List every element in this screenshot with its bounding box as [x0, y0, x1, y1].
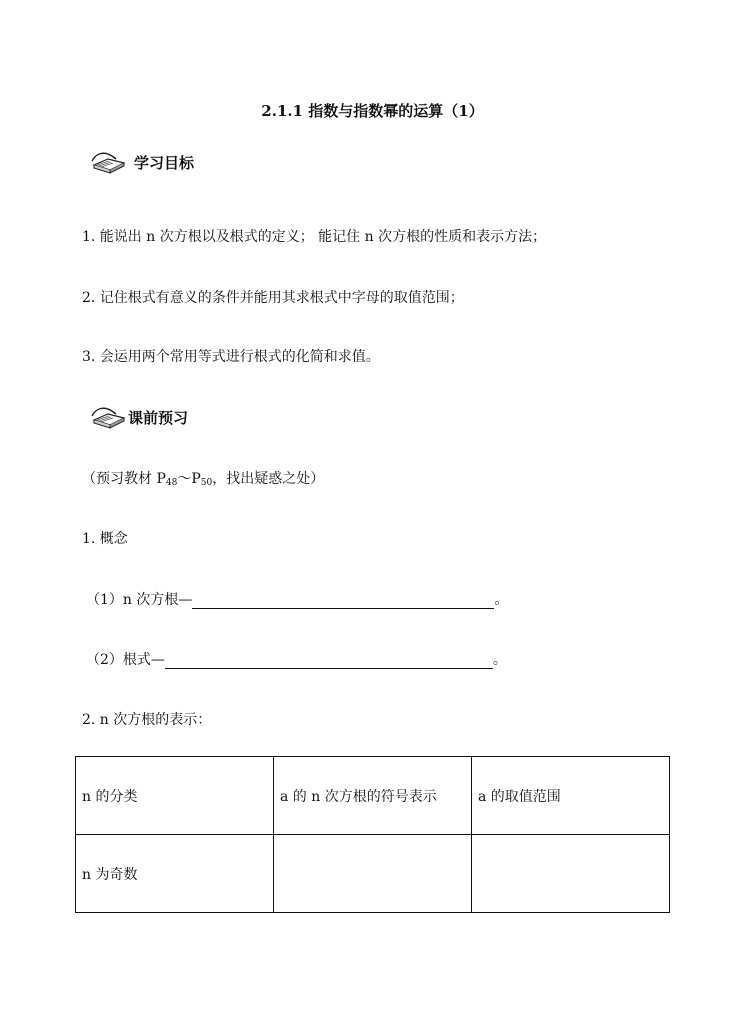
answer-blank[interactable]	[165, 654, 493, 669]
table-cell: n 为奇数	[76, 835, 274, 913]
n-root-table	[75, 756, 670, 913]
book-pen-icon	[90, 150, 128, 174]
section-label: 课前预习	[128, 408, 189, 427]
table-header-cell: a 的取值范围	[472, 757, 670, 835]
answer-blank[interactable]	[192, 594, 494, 609]
goal-item: 1. 能说出 n 次方根以及根式的定义； 能记住 n 次方根的性质和表示方法；	[82, 229, 547, 245]
question-n-root: （1）n 次方根— 。	[86, 592, 509, 608]
section-heading-preview	[90, 405, 188, 429]
table-cell-answer[interactable]	[274, 835, 472, 913]
section-heading-goals	[90, 150, 194, 174]
question-radical: （2）根式— 。	[86, 652, 507, 668]
page-title: 2.1.1 指数与指数幂的运算（1）	[261, 102, 484, 120]
table-header-cell: n 的分类	[76, 757, 274, 835]
item-heading-representation: 2. n 次方根的表示：	[82, 712, 212, 728]
preview-note: （预习教材 $P_{48}\sim P_{50}$，找出疑惑之处）	[82, 471, 325, 488]
goal-item: 2. 记住根式有意义的条件并能用其求根式中字母的取值范围；	[82, 290, 464, 306]
book-pen-icon	[90, 405, 128, 429]
item-heading-concept: 1. 概念	[82, 531, 128, 547]
section-label: 学习目标	[134, 153, 195, 172]
table-header-cell: a 的 n 次方根的符号表示	[274, 757, 472, 835]
table-row	[76, 835, 670, 913]
table-header-row	[76, 757, 670, 835]
table-cell-answer[interactable]	[472, 835, 670, 913]
goal-item: 3. 会运用两个常用等式进行根式的化简和求值。	[82, 349, 380, 365]
